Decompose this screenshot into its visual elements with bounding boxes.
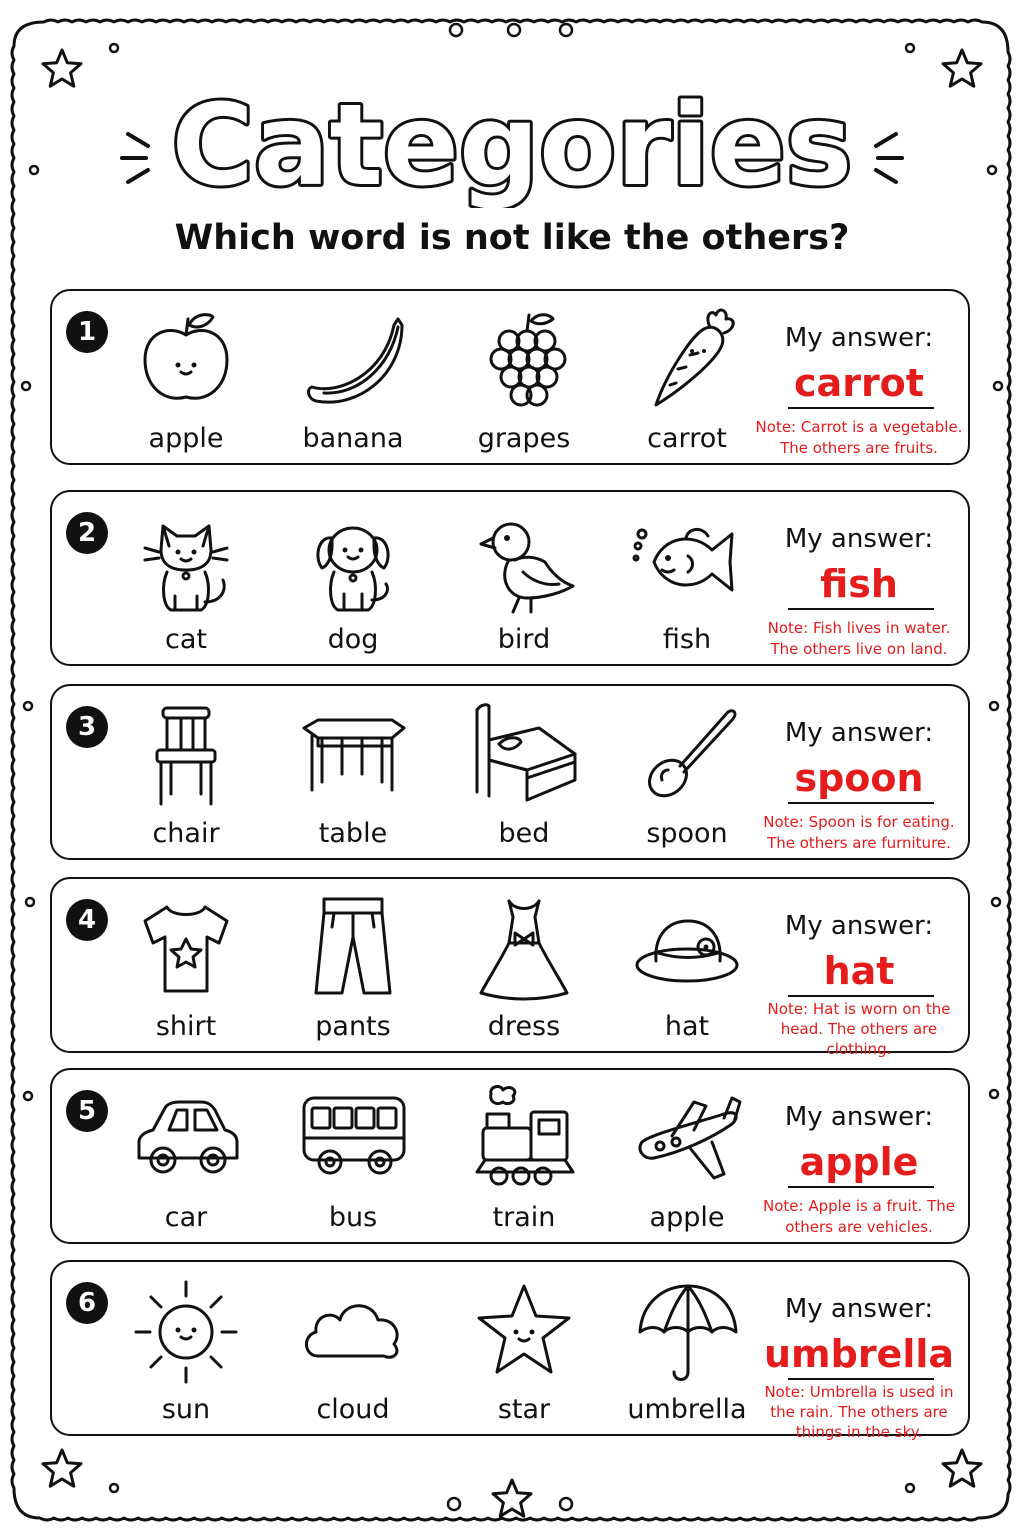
choice-word: train bbox=[492, 1202, 556, 1233]
umbrella-icon bbox=[632, 1276, 742, 1386]
train-icon bbox=[469, 1084, 579, 1194]
question-row-2 bbox=[50, 490, 970, 666]
bed-icon bbox=[469, 700, 579, 810]
choice-item bbox=[111, 502, 261, 662]
choice-item bbox=[278, 1080, 428, 1240]
cloud-icon bbox=[298, 1276, 408, 1386]
choice-item bbox=[111, 696, 261, 856]
page-subtitle: Which word is not like the others? bbox=[174, 218, 850, 258]
choice-item bbox=[449, 502, 599, 662]
choice-item bbox=[449, 696, 599, 856]
choice-word: banana bbox=[302, 423, 404, 454]
bird-icon bbox=[469, 506, 579, 616]
choice-item bbox=[449, 301, 599, 461]
star-icon bbox=[469, 1276, 579, 1386]
question-number: 3 bbox=[66, 706, 108, 748]
answer-note: Note: Carrot is a vegetable. The others are fruits. bbox=[755, 418, 963, 457]
choice-item bbox=[612, 1272, 762, 1432]
choice-item bbox=[278, 301, 428, 461]
banana-icon bbox=[298, 305, 408, 415]
choice-word: carrot bbox=[647, 423, 727, 454]
answer-box bbox=[752, 291, 966, 467]
choice-word: bird bbox=[497, 624, 551, 655]
choice-item bbox=[111, 1272, 261, 1432]
page-title bbox=[0, 58, 1024, 208]
choice-word: fish bbox=[662, 624, 712, 655]
answer-note: Note: Umbrella is used in the rain. The others are things in the sky. bbox=[764, 1383, 954, 1441]
answer-underline bbox=[788, 608, 934, 610]
answer-value: carrot bbox=[794, 361, 924, 405]
choice-word: dog bbox=[327, 624, 379, 655]
choice-word: star bbox=[497, 1394, 551, 1425]
choice-word: car bbox=[164, 1202, 208, 1233]
question-number: 1 bbox=[66, 311, 108, 353]
choice-item bbox=[612, 301, 762, 461]
question-row-1 bbox=[50, 289, 970, 465]
answer-value: umbrella bbox=[763, 1332, 955, 1376]
choice-item bbox=[111, 889, 261, 1049]
choice-word: apple bbox=[148, 423, 224, 454]
sun-icon bbox=[131, 1276, 241, 1386]
answer-underline bbox=[788, 407, 934, 409]
answer-label: My answer: bbox=[784, 323, 934, 353]
dog-icon bbox=[298, 506, 408, 616]
answer-underline bbox=[788, 1378, 934, 1380]
title-text: Categories bbox=[171, 81, 853, 208]
choice-word: cat bbox=[165, 624, 207, 655]
shirt-icon bbox=[131, 893, 241, 1003]
question-number: 5 bbox=[66, 1090, 108, 1132]
choice-word: spoon bbox=[646, 818, 728, 849]
choice-word: bed bbox=[498, 818, 550, 849]
choice-word: apple bbox=[649, 1202, 725, 1233]
choice-word: chair bbox=[152, 818, 220, 849]
choice-item bbox=[449, 1272, 599, 1432]
answer-box bbox=[752, 686, 966, 862]
spoon-icon bbox=[632, 700, 742, 810]
question-row-6 bbox=[50, 1260, 970, 1441]
answer-value: fish bbox=[820, 562, 898, 606]
choice-item bbox=[612, 889, 762, 1049]
answer-value: spoon bbox=[794, 756, 924, 800]
apple-icon bbox=[131, 305, 241, 415]
choice-item bbox=[111, 1080, 261, 1240]
choice-word: umbrella bbox=[627, 1394, 747, 1425]
answer-underline bbox=[788, 1186, 934, 1188]
answer-note: Note: Hat is worn on the head. The others are clothing. bbox=[767, 1000, 951, 1058]
answer-underline bbox=[788, 995, 934, 997]
choice-word: table bbox=[318, 818, 388, 849]
bus-icon bbox=[298, 1084, 408, 1194]
answer-label: My answer: bbox=[784, 1294, 934, 1324]
choice-word: hat bbox=[664, 1011, 710, 1042]
choice-item bbox=[612, 1080, 762, 1240]
choice-item bbox=[449, 889, 599, 1049]
car-icon bbox=[131, 1084, 241, 1194]
answer-box bbox=[752, 492, 966, 668]
answer-label: My answer: bbox=[784, 911, 934, 941]
answer-value: hat bbox=[823, 949, 895, 993]
title-graphic bbox=[0, 58, 1024, 208]
choice-word: dress bbox=[487, 1011, 561, 1042]
answer-box bbox=[752, 1262, 966, 1441]
choice-word: sun bbox=[161, 1394, 211, 1425]
choice-item bbox=[278, 502, 428, 662]
question-row-3 bbox=[50, 684, 970, 860]
pants-icon bbox=[298, 893, 408, 1003]
cat-icon bbox=[131, 506, 241, 616]
question-number: 4 bbox=[66, 899, 108, 941]
answer-label: My answer: bbox=[784, 1102, 934, 1132]
answer-box bbox=[752, 1070, 966, 1246]
answer-box bbox=[752, 879, 966, 1058]
choice-word: grapes bbox=[477, 423, 571, 454]
dress-icon bbox=[469, 893, 579, 1003]
fish-icon bbox=[632, 506, 742, 616]
answer-label: My answer: bbox=[784, 718, 934, 748]
grapes-icon bbox=[469, 305, 579, 415]
hat-icon bbox=[632, 893, 742, 1003]
carrot-icon bbox=[632, 305, 742, 415]
answer-note: Note: Fish lives in water. The others live on land. bbox=[767, 619, 951, 658]
answer-note: Note: Spoon is for eating. The others are furniture. bbox=[763, 813, 955, 852]
question-row-4 bbox=[50, 877, 970, 1058]
choice-item bbox=[449, 1080, 599, 1240]
choice-item bbox=[278, 696, 428, 856]
choice-item bbox=[111, 301, 261, 461]
choice-word: pants bbox=[315, 1011, 391, 1042]
question-number: 6 bbox=[66, 1282, 108, 1324]
answer-note: Note: Apple is a fruit. The others are vehicles. bbox=[763, 1197, 955, 1236]
choice-item bbox=[612, 696, 762, 856]
chair-icon bbox=[131, 700, 241, 810]
question-row-5 bbox=[50, 1068, 970, 1244]
answer-underline bbox=[788, 802, 934, 804]
choice-item bbox=[278, 1272, 428, 1432]
answer-value: apple bbox=[799, 1140, 919, 1184]
table-icon bbox=[298, 700, 408, 810]
airplane-icon bbox=[632, 1084, 742, 1194]
choice-word: bus bbox=[328, 1202, 378, 1233]
choice-word: shirt bbox=[155, 1011, 217, 1042]
choice-item bbox=[278, 889, 428, 1049]
answer-label: My answer: bbox=[784, 524, 934, 554]
choice-word: cloud bbox=[316, 1394, 390, 1425]
question-number: 2 bbox=[66, 512, 108, 554]
choice-item bbox=[612, 502, 762, 662]
